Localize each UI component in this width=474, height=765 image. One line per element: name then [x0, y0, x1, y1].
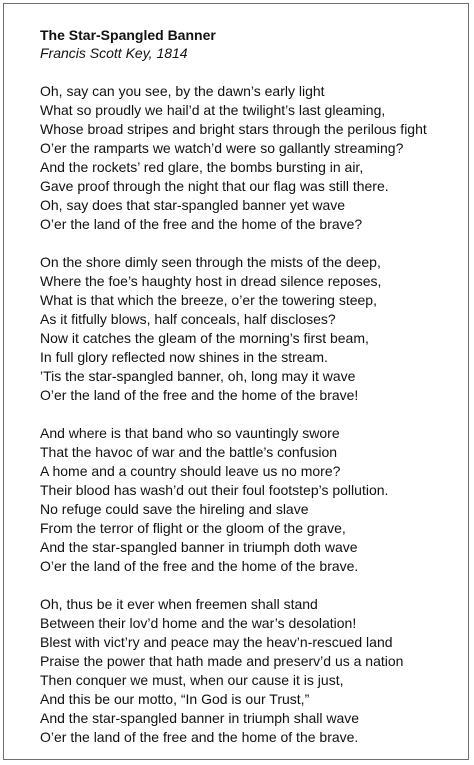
poem-line: From the terror of flight or the gloom of the grave,: [40, 520, 346, 536]
poem-line: ’Tis the star-spangled banner, oh, long may it wave: [40, 368, 356, 384]
poem-line: On the shore dimly seen through the mists of the deep,: [40, 254, 381, 270]
poem-line: What so proudly we hail’d at the twilight’s last gleaming,: [40, 102, 386, 118]
poem-line: Whose broad stripes and bright stars through the perilous fight: [40, 121, 427, 137]
stanza-2: [40, 253, 470, 405]
poem-line: And where is that band who so vauntingly swore: [40, 425, 340, 441]
poem-line: Gave proof through the night that our flag was still there.: [40, 178, 389, 194]
stanza-1: [40, 82, 470, 234]
poem-line: Oh, thus be it ever when freemen shall stand: [40, 596, 318, 612]
poem-line: And the rockets’ red glare, the bombs bursting in air,: [40, 159, 364, 175]
poem-line: Oh, say does that star-spangled banner yet wave: [40, 197, 346, 213]
poem-line: And the star-spangled banner in triumph shall wave: [40, 710, 360, 726]
stanza-3: [40, 424, 470, 576]
poem-byline: Francis Scott Key, 1814: [40, 45, 188, 61]
poem-line: That the havoc of war and the battle’s confusion: [40, 444, 338, 460]
poem-content: [40, 26, 470, 747]
document-frame: [3, 3, 469, 760]
poem-line: Between their lov’d home and the war’s desolation!: [40, 615, 357, 631]
poem-line: In full glory reflected now shines in the stream.: [40, 349, 328, 365]
poem-line: What is that which the breeze, o’er the towering steep,: [40, 292, 377, 308]
poem-line: O’er the land of the free and the home of the brave.: [40, 729, 359, 745]
poem-line: And the star-spangled banner in triumph doth wave: [40, 539, 358, 555]
poem-line: Then conquer we must, when our cause it is just,: [40, 672, 344, 688]
poem-line: Now it catches the gleam of the morning’s first beam,: [40, 330, 369, 346]
poem-line: Where the foe’s haughty host in dread silence reposes,: [40, 273, 382, 289]
poem-line: O’er the land of the free and the home of the brave.: [40, 558, 359, 574]
poem-line: O’er the ramparts we watch’d were so gallantly streaming?: [40, 140, 404, 156]
poem-line: Praise the power that hath made and preserv’d us a nation: [40, 653, 404, 669]
poem-line: A home and a country should leave us no more?: [40, 463, 341, 479]
poem-line: As it fitfully blows, half conceals, half discloses?: [40, 311, 336, 327]
poem-line: O’er the land of the free and the home of the brave!: [40, 387, 359, 403]
poem-line: No refuge could save the hireling and slave: [40, 501, 309, 517]
poem-line: O’er the land of the free and the home of the brave?: [40, 216, 363, 232]
poem-line: Oh, say can you see, by the dawn’s early light: [40, 83, 325, 99]
poem-title: The Star-Spangled Banner: [40, 27, 216, 43]
poem-line: Blest with vict’ry and peace may the heav’n-rescued land: [40, 634, 393, 650]
poem-line: And this be our motto, “In God is our Trust,”: [40, 691, 310, 707]
poem-line: Their blood has wash’d out their foul footstep’s pollution.: [40, 482, 389, 498]
stanza-4: [40, 595, 470, 747]
